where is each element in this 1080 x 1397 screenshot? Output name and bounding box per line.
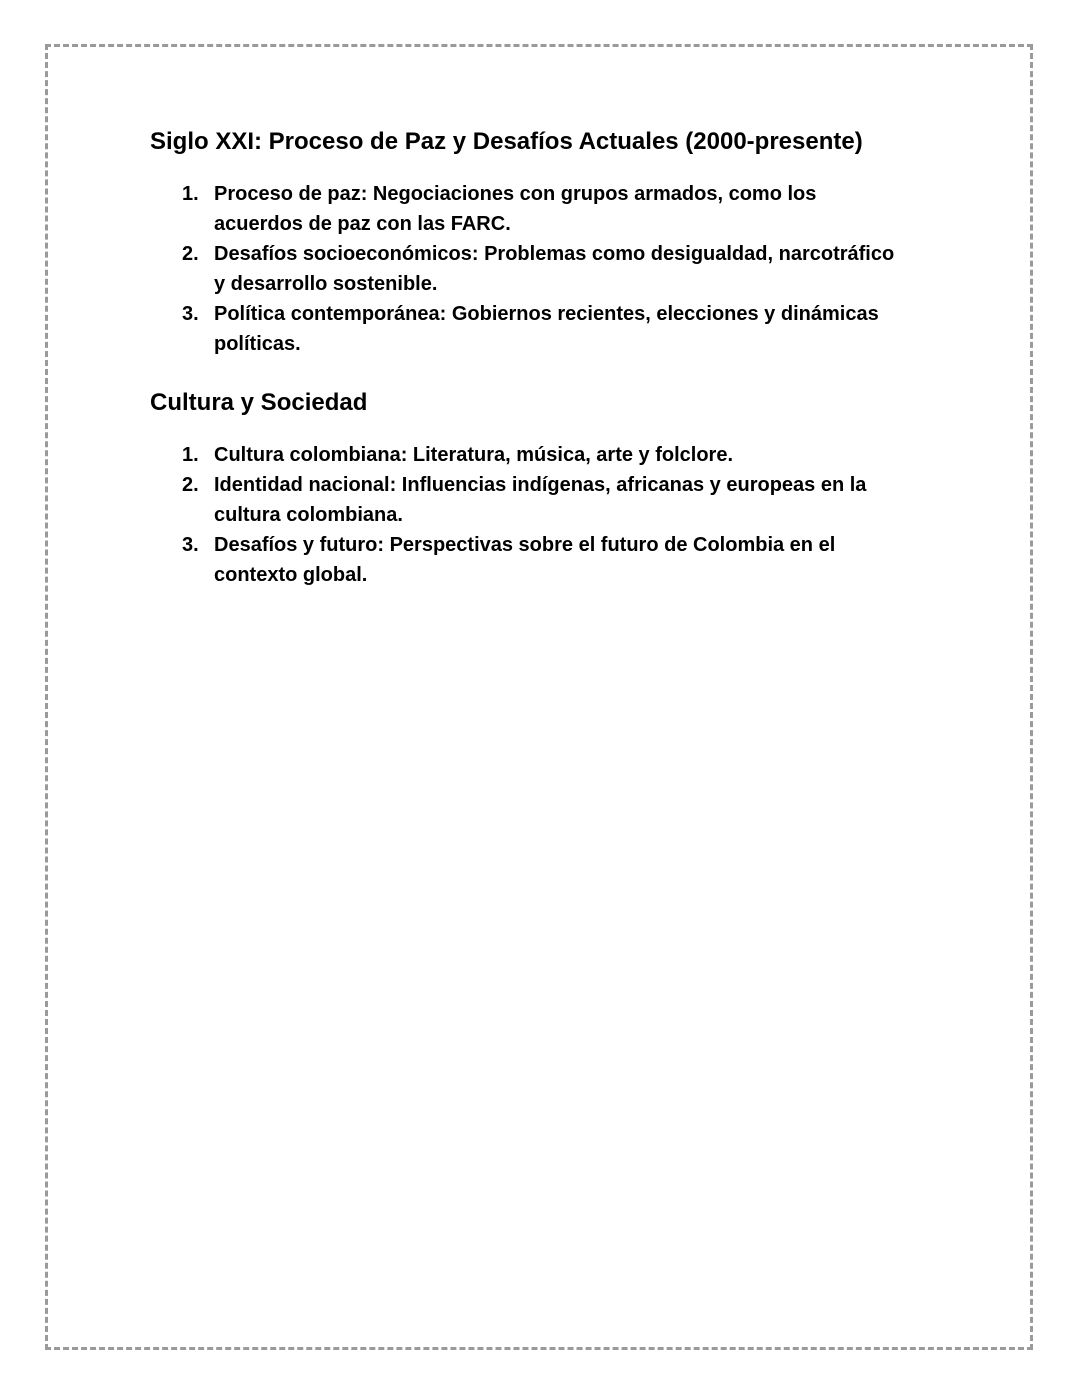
section-heading-cultura: Cultura y Sociedad <box>150 389 368 416</box>
list-item-number: 1. <box>182 183 199 205</box>
list-item-text: Identidad nacional: Influencias indígenas, africanas y europeas en la cultura colombiana. <box>214 474 867 526</box>
list-item-text: Proceso de paz: Negociaciones con grupos armados, como los acuerdos de paz con las FARC. <box>214 183 817 235</box>
list-item-number: 3. <box>182 303 199 325</box>
list-item <box>150 239 910 299</box>
list-item <box>150 299 910 359</box>
list-item-text: Cultura colombiana: Literatura, música, arte y folclore. <box>214 444 734 466</box>
list-item-number: 1. <box>182 444 199 466</box>
list-item <box>150 470 910 530</box>
list-cultura <box>150 440 910 590</box>
document-content <box>150 124 910 590</box>
list-siglo-xxi <box>150 179 910 359</box>
list-item-number: 2. <box>182 243 199 265</box>
list-item <box>150 179 910 239</box>
list-item-text: Desafíos socioeconómicos: Problemas como desigualdad, narcotráfico y desarrollo sostenible. <box>214 243 895 295</box>
list-item-text: Política contemporánea: Gobiernos recientes, elecciones y dinámicas políticas. <box>214 303 879 355</box>
list-item-number: 2. <box>182 474 199 496</box>
list-item <box>150 530 910 590</box>
list-item <box>150 440 910 470</box>
list-item-text: Desafíos y futuro: Perspectivas sobre el futuro de Colombia en el contexto global. <box>214 534 836 586</box>
section-heading-siglo-xxi: Siglo XXI: Proceso de Paz y Desafíos Actuales (2000-presente) <box>150 128 863 155</box>
list-item-number: 3. <box>182 534 199 556</box>
